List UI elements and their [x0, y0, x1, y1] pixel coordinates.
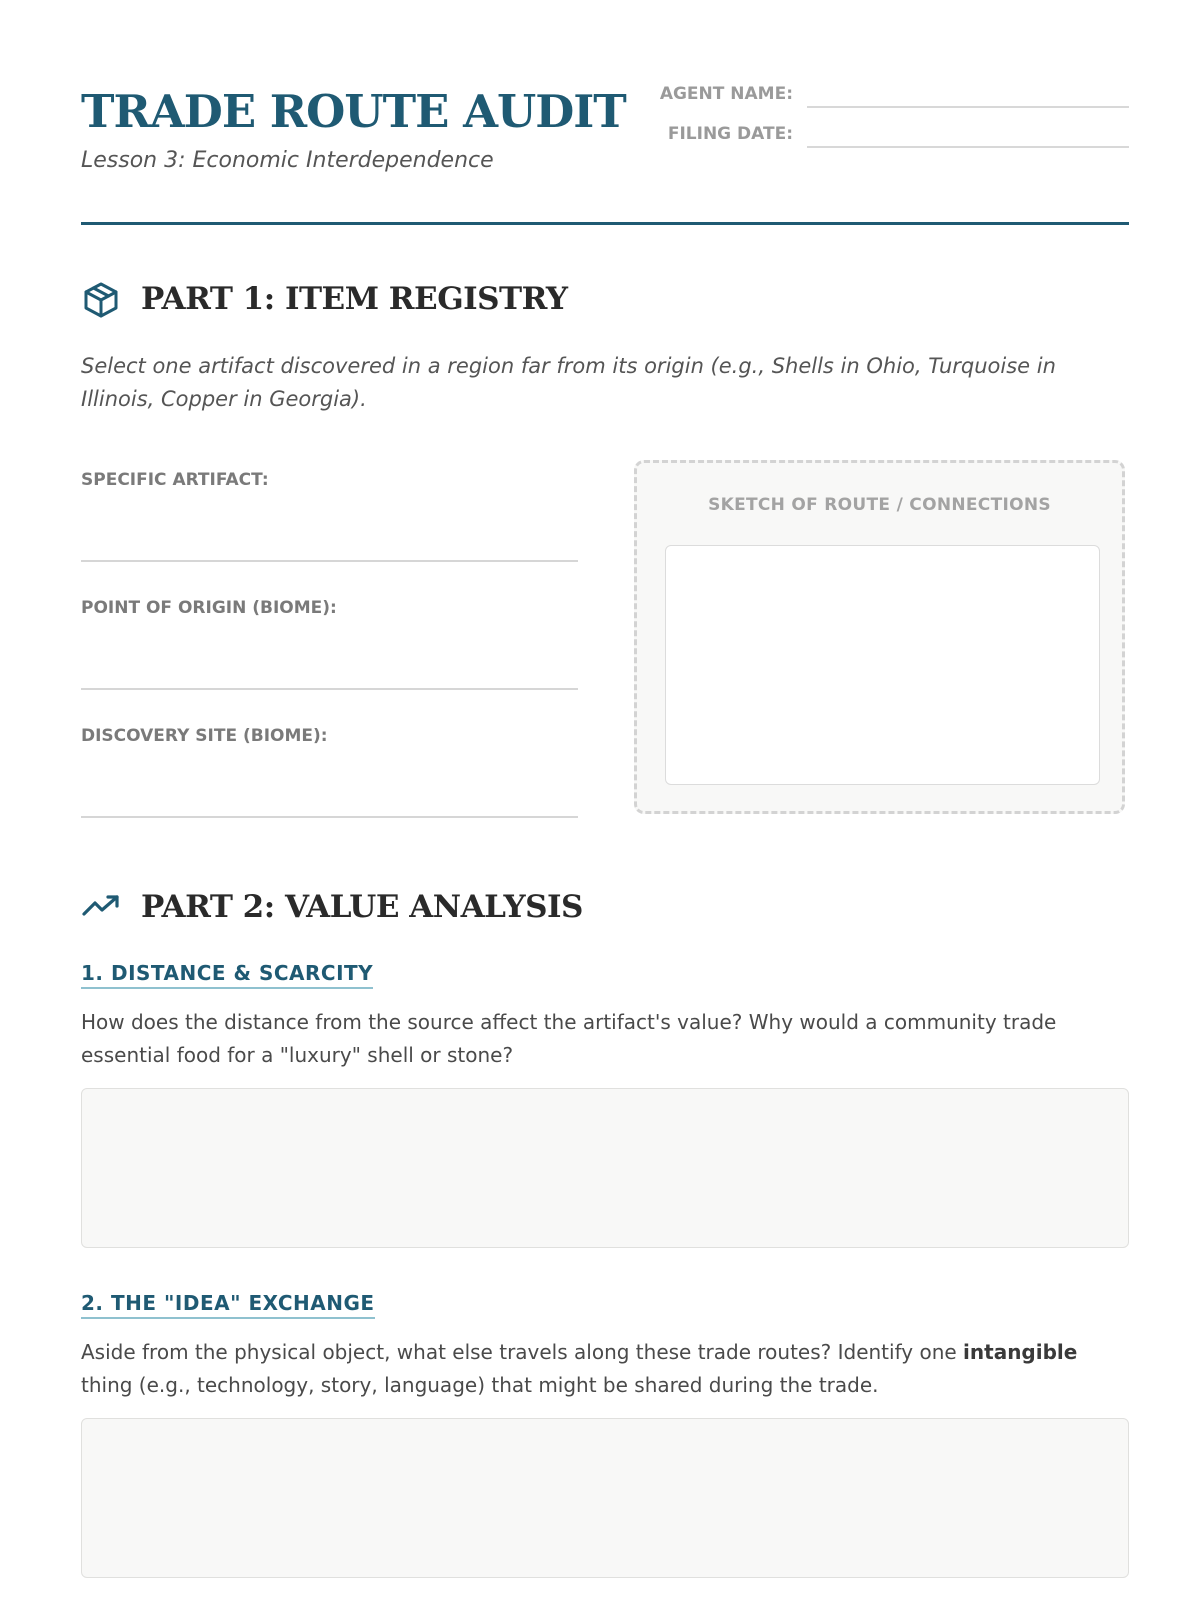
page-subtitle: Lesson 3: Economic Interdependence — [81, 148, 494, 173]
worksheet-header — [81, 82, 1129, 222]
sketch-panel — [634, 460, 1125, 814]
filing-date-label: FILING DATE: — [667, 124, 793, 144]
discovery-site-field — [81, 726, 578, 826]
question2-emphasis: intangible — [963, 1340, 1078, 1364]
question2-heading: 2. THE "IDEA" EXCHANGE — [81, 1290, 375, 1319]
specific-artifact-label: SPECIFIC ARTIFACT: — [81, 470, 269, 490]
part2-heading — [81, 884, 1129, 930]
agent-name-row — [661, 82, 1129, 112]
specific-artifact-field — [81, 470, 578, 570]
question2-text-start: Aside from the physical object, what else travels along these trade routes? Identify one — [81, 1340, 964, 1364]
header-divider — [81, 222, 1129, 225]
sketch-label: SKETCH OF ROUTE / CONNECTIONS — [708, 495, 1051, 515]
question2-answer-box[interactable] — [81, 1418, 1129, 1578]
cube-icon — [81, 280, 121, 320]
part2-title: PART 2: VALUE ANALYSIS — [141, 889, 583, 925]
specific-artifact-input[interactable] — [81, 560, 578, 562]
part1-title: PART 1: ITEM REGISTRY — [141, 281, 568, 317]
filing-date-row — [661, 122, 1129, 152]
question1-heading: 1. DISTANCE & SCARCITY — [81, 960, 373, 989]
agent-name-label: AGENT NAME: — [659, 84, 793, 104]
filing-date-field[interactable] — [807, 146, 1129, 148]
agent-name-field[interactable] — [807, 106, 1129, 108]
part1-instructions: Select one artifact discovered in a region far from its origin (e.g., Shells in Ohio, Turquoise in Illinois, Copper in Georgia). — [81, 354, 1056, 411]
question1-answer-box[interactable] — [81, 1088, 1129, 1248]
point-of-origin-field — [81, 598, 578, 698]
sketch-area[interactable] — [665, 545, 1100, 785]
discovery-site-input[interactable] — [81, 816, 578, 818]
page-title: TRADE ROUTE AUDIT — [81, 85, 626, 138]
point-of-origin-input[interactable] — [81, 688, 578, 690]
question1-text: How does the distance from the source affect the artifact's value? Why would a community trade essential food for a "luxury" shell or stone? — [81, 1010, 1057, 1067]
point-of-origin-label: POINT OF ORIGIN (BIOME): — [81, 598, 337, 618]
question2-text — [81, 1336, 1129, 1402]
question2-text-end: thing (e.g., technology, story, language) that might be shared during the trade. — [81, 1373, 879, 1397]
trending-up-icon — [81, 888, 121, 928]
discovery-site-label: DISCOVERY SITE (BIOME): — [81, 726, 328, 746]
part1-heading — [81, 276, 1129, 322]
